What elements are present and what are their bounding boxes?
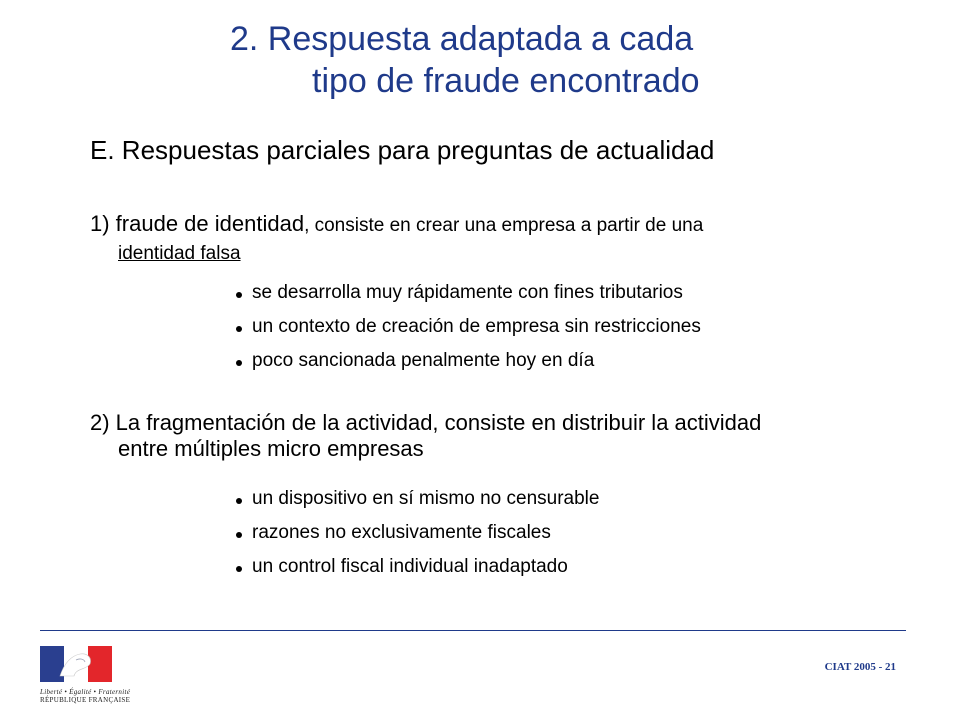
point-1-rest: , consiste en crear una empresa a partir de una <box>304 215 704 236</box>
footer-divider <box>40 630 906 631</box>
bullet-dot-icon <box>236 360 242 366</box>
bullet-text: un dispositivo en sí mismo no censurable <box>252 488 600 509</box>
logo-name: RÉPUBLIQUE FRANÇAISE <box>40 696 131 704</box>
point-2 <box>90 410 920 462</box>
point-1-underlined: identidad falsa <box>118 243 241 264</box>
slide-footer: CIAT 2005 - 21 <box>824 661 896 673</box>
bullet-text: razones no exclusivamente fiscales <box>252 522 551 543</box>
point-2-line-1: 2) La fragmentación de la actividad, consiste en distribuir la actividad <box>90 410 762 435</box>
logo-caption <box>40 688 130 704</box>
point-1 <box>90 211 920 267</box>
bullet-text: poco sancionada penalmente hoy en día <box>252 350 595 371</box>
bullet-text: un contexto de creación de empresa sin restricciones <box>252 316 701 337</box>
bullet-dot-icon <box>236 566 242 572</box>
bullet-item <box>236 348 701 382</box>
slide-title-line-2: tipo de fraude encontrado <box>312 62 700 100</box>
bullet-dot-icon <box>236 326 242 332</box>
bullet-text: se desarrolla muy rápidamente con fines tributarios <box>252 282 683 303</box>
bullet-dot-icon <box>236 532 242 538</box>
point-1-lead: 1) fraude de identidad <box>90 211 305 236</box>
bullet-text: un control fiscal individual inadaptado <box>252 556 568 577</box>
bullet-item <box>236 520 599 554</box>
bullet-item <box>236 314 701 348</box>
logo-motto: Liberté • Égalité • Fraternité <box>40 688 131 696</box>
slide-title <box>230 18 790 102</box>
bullet-item <box>236 486 599 520</box>
slide-title-line-1: 2. Respuesta adaptada a cada <box>230 20 694 58</box>
bullet-dot-icon <box>236 498 242 504</box>
point-2-bullets <box>236 486 599 588</box>
section-subtitle: E. Respuestas parciales para preguntas de actualidad <box>90 135 715 165</box>
bullet-item <box>236 280 701 314</box>
point-1-bullets <box>236 280 701 382</box>
bullet-dot-icon <box>236 292 242 298</box>
point-2-line-2: entre múltiples micro empresas <box>118 436 424 461</box>
bullet-item <box>236 554 599 588</box>
